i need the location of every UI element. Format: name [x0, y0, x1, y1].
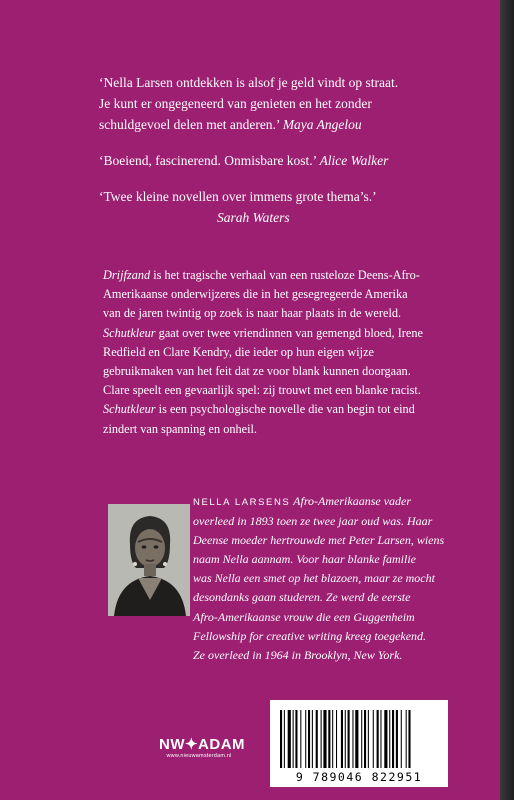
barcode-bar: [401, 710, 402, 768]
barcode-bar: [336, 710, 337, 768]
bio-line: Deense moeder hertrouwde met Peter Larsen, wiens: [193, 533, 445, 548]
barcode-bar: [392, 710, 394, 768]
publisher-logo: [159, 736, 246, 759]
quote-line: schuldgevoel delen met anderen.’: [99, 117, 280, 132]
barcode-bar: [323, 710, 326, 768]
barcode-bar: [280, 710, 282, 768]
barcode-bar: [332, 710, 333, 768]
quote-line: ‘Twee kleine novellen over immens grote thema’s.’: [99, 189, 377, 204]
barcode-bar: [408, 710, 410, 768]
barcode-bar: [308, 710, 310, 768]
isbn-barcode: [270, 700, 448, 787]
quote-alice-walker: [99, 150, 459, 171]
barcode-bar: [341, 710, 343, 768]
blurb-text: is het tragische verhaal van een rusteloze Deens-Afro-Amerikaanse onderwijzeres die in het gesegregeerde Amerika van de jaren twintig op zoek is naar haar plaats in de wereld.: [103, 268, 420, 321]
quote-maya-angelou: [99, 72, 459, 135]
barcode-bar: [352, 710, 353, 768]
barcode-bar: [377, 710, 379, 768]
barcode-bar: [348, 710, 350, 768]
barcode-bar: [373, 710, 374, 768]
barcode-bar: [288, 710, 291, 768]
barcode-bar: [396, 710, 398, 768]
barcode-digits: 9 789046 822951: [295, 770, 423, 784]
barcode-bar: [364, 710, 366, 768]
quote-author: Maya Angelou: [282, 117, 362, 132]
barcode-bar: [293, 710, 294, 768]
barcode-bar: [300, 710, 301, 768]
bio-line: Fellowship for creative writing kreeg toegekend.: [193, 628, 427, 643]
barcode-bar: [312, 710, 313, 768]
bio-line: naam Nella aannam. Voor haar blanke familie: [193, 552, 416, 567]
barcode-bar: [355, 710, 358, 768]
bio-author-name: NELLA LARSENS: [193, 497, 291, 508]
quotes-section: [99, 72, 459, 243]
blurb-text: gaat over twee vriendinnen van gemengd bloed, Irene Redfield en Clare Kendry, die ieder op hun eigen wijze gebruikmaken van het feit dat ze voor blank kunnen doorgaan. Clare speelt een gevaarlijk spel: zij trouwt met een blanke racist.: [103, 325, 423, 398]
quote-sarah-waters: [99, 186, 459, 228]
author-bio: [173, 492, 445, 665]
barcode-bar: [316, 710, 318, 768]
barcode-bar: [295, 710, 297, 768]
barcode-bar: [305, 710, 306, 768]
quote-author: Alice Walker: [319, 153, 389, 168]
bio-line: was Nella een smet op het blazoen, maar ze mocht: [193, 571, 435, 586]
book-title-drijfzand: Drijfzand: [103, 268, 151, 282]
barcode-bar: [384, 710, 387, 768]
book-title-schutkleur: Schutkleur: [103, 325, 156, 340]
book-blurb: [103, 266, 423, 439]
bio-line: desondanks gaan studeren. Ze werd de eerste: [193, 590, 411, 605]
barcode-bar: [406, 710, 407, 768]
book-title-schutkleur: Schutkleur: [103, 402, 156, 417]
blurb-text: is een psychologische novelle die van begin tot eind zindert van spanning en onheil.: [103, 402, 415, 436]
barcode-bar: [284, 710, 285, 768]
bio-line: Afro-Amerikaanse vader: [290, 494, 412, 508]
publisher-url: www.nieuwamsterdam.nl: [166, 753, 232, 759]
barcode-bar: [389, 710, 390, 768]
barcode-icon: [280, 710, 438, 768]
cover-edge: [500, 0, 514, 800]
bio-line: Afro-Amerikaanse vrouw die een Guggenheim: [193, 609, 415, 624]
bio-line: Ze overleed in 1964 in Brooklyn, New York.: [193, 647, 403, 662]
quote-line: ‘Nella Larsen ontdekken is alsof je geld vindt op straat.: [99, 75, 399, 90]
publisher-logo-text: NW✦ADAM: [159, 736, 246, 753]
bio-first-line: [173, 492, 445, 512]
barcode-bar: [380, 710, 381, 768]
quote-author: Sarah Waters: [217, 210, 290, 225]
quote-line: ‘Boeiend, fascinerend. Onmisbare kost.’: [99, 153, 317, 168]
barcode-bar: [328, 710, 330, 768]
bio-line: overleed in 1893 toen ze twee jaar oud was. Haar: [193, 514, 433, 529]
barcode-bar: [321, 710, 322, 768]
quote-line: Je kunt er ongegeneerd van genieten en het zonder: [99, 96, 372, 111]
barcode-bar: [368, 710, 369, 768]
barcode-bar: [361, 710, 362, 768]
barcode-bar: [345, 710, 346, 768]
